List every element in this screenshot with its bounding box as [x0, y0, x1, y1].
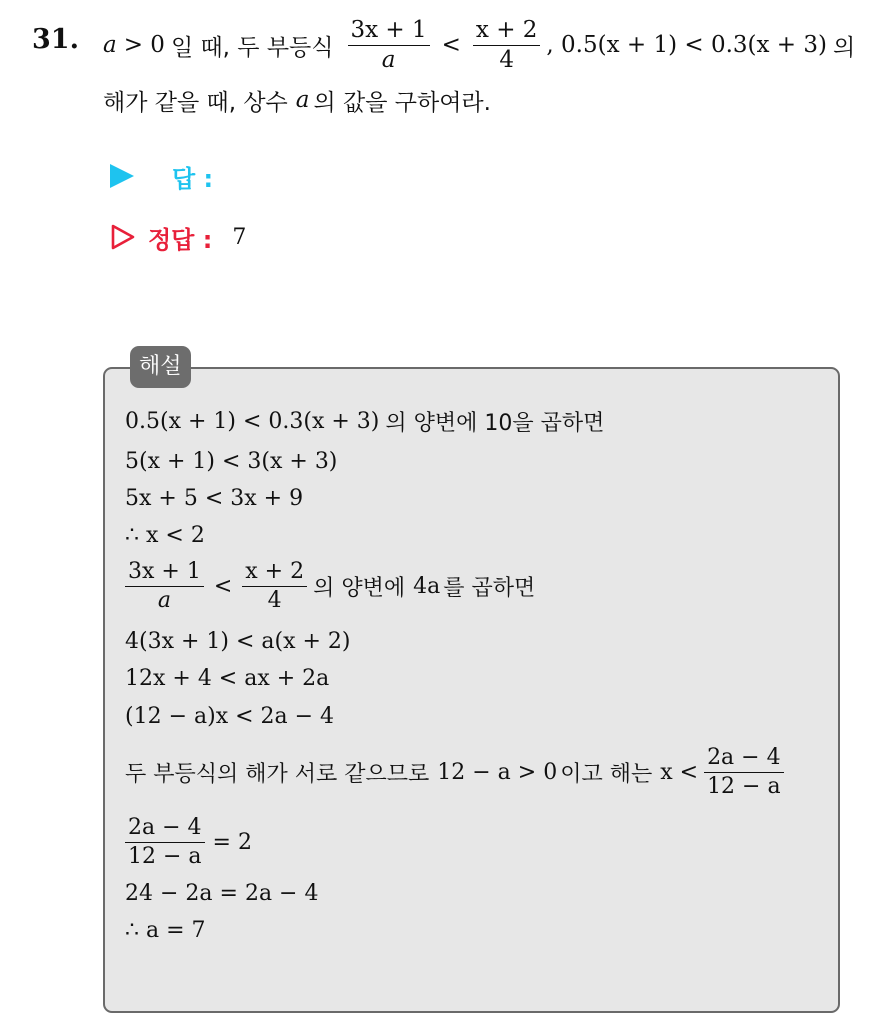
solution-line-6: 4(3x + 1) < a(x + 2): [125, 628, 351, 654]
fraction-denominator: 12 − a: [128, 843, 202, 869]
solution-line-8: (12 − a)x < 2a − 4: [125, 703, 335, 729]
fraction-denominator: a: [157, 587, 171, 613]
answer-label: 답 :: [172, 164, 214, 193]
solution-text: 두 부등식의 해가 서로 같으므로: [125, 761, 430, 787]
less-than: <: [441, 32, 461, 58]
question-text: 일 때, 두 부등식: [170, 34, 334, 61]
question-text: 의 값을 구하여라.: [313, 89, 491, 116]
solution-line-2: 5(x + 1) < 3(x + 3): [125, 448, 338, 474]
fraction: [125, 560, 204, 611]
solution-line-10: [125, 810, 252, 874]
solution-line-7: 12x + 4 < ax + 2a: [125, 665, 330, 691]
play-triangle-icon: [110, 164, 134, 188]
math-expression: 0.5(x + 1) < 0.3(x + 3): [125, 408, 380, 434]
math-expression: 12 − a > 0: [437, 759, 558, 785]
math-expression: 4a: [413, 573, 441, 599]
solution-line-3: 5x + 5 < 3x + 9: [125, 485, 304, 511]
inequality-2: , 0.5(x + 1) < 0.3(x + 3): [546, 32, 827, 58]
fraction-numerator: x + 2: [473, 18, 541, 45]
fraction-2: [473, 18, 541, 71]
math-expression: x <: [660, 759, 699, 785]
question-line-2: [103, 82, 491, 118]
fraction-denominator: 4: [499, 46, 514, 73]
fraction: [125, 816, 205, 867]
variable-a: a: [103, 32, 117, 58]
math-expression: = 2: [212, 829, 252, 855]
fraction-numerator: 3x + 1: [348, 18, 430, 45]
solution-line-11: 24 − 2a = 2a − 4: [125, 880, 319, 906]
fraction: [242, 560, 307, 611]
solution-line-5: [125, 555, 535, 617]
solution-text: 이고 해는: [560, 761, 653, 787]
question-number: 31.: [32, 24, 79, 55]
fraction-numerator: x + 2: [242, 560, 307, 586]
fraction-numerator: 2a − 4: [704, 746, 784, 772]
correct-answer-value: 7: [232, 224, 247, 250]
fraction-denominator: 12 − a: [707, 773, 781, 799]
solution-text: 의 양변에 10을 곱하면: [385, 410, 605, 436]
solution-line-4: ∴ x < 2: [125, 522, 205, 548]
correct-answer-label: 정답 :: [148, 225, 213, 254]
solution-text: 를 곱하면: [443, 575, 536, 601]
question-text: 의: [832, 34, 856, 61]
fraction-denominator: a: [381, 46, 396, 73]
explanation-tag: 해설: [130, 346, 191, 388]
fraction-1: [348, 18, 430, 71]
solution-line-12: ∴ a = 7: [125, 917, 206, 943]
question-line-1: [103, 10, 855, 80]
variable-a: a: [295, 87, 310, 113]
solution-line-9: [125, 740, 790, 804]
fraction: [704, 746, 784, 797]
solution-text: 의 양변에: [313, 575, 406, 601]
correct-answer-row: [110, 221, 246, 253]
fraction-denominator: 4: [267, 587, 282, 613]
solution-line-1: [125, 404, 604, 438]
fraction-numerator: 3x + 1: [125, 560, 204, 586]
condition: > 0: [123, 32, 165, 58]
less-than: <: [213, 573, 233, 599]
answer-row: [110, 160, 225, 192]
question-text: 해가 같을 때, 상수: [103, 89, 288, 116]
outline-triangle-icon: [110, 223, 136, 251]
fraction-numerator: 2a − 4: [125, 816, 205, 842]
